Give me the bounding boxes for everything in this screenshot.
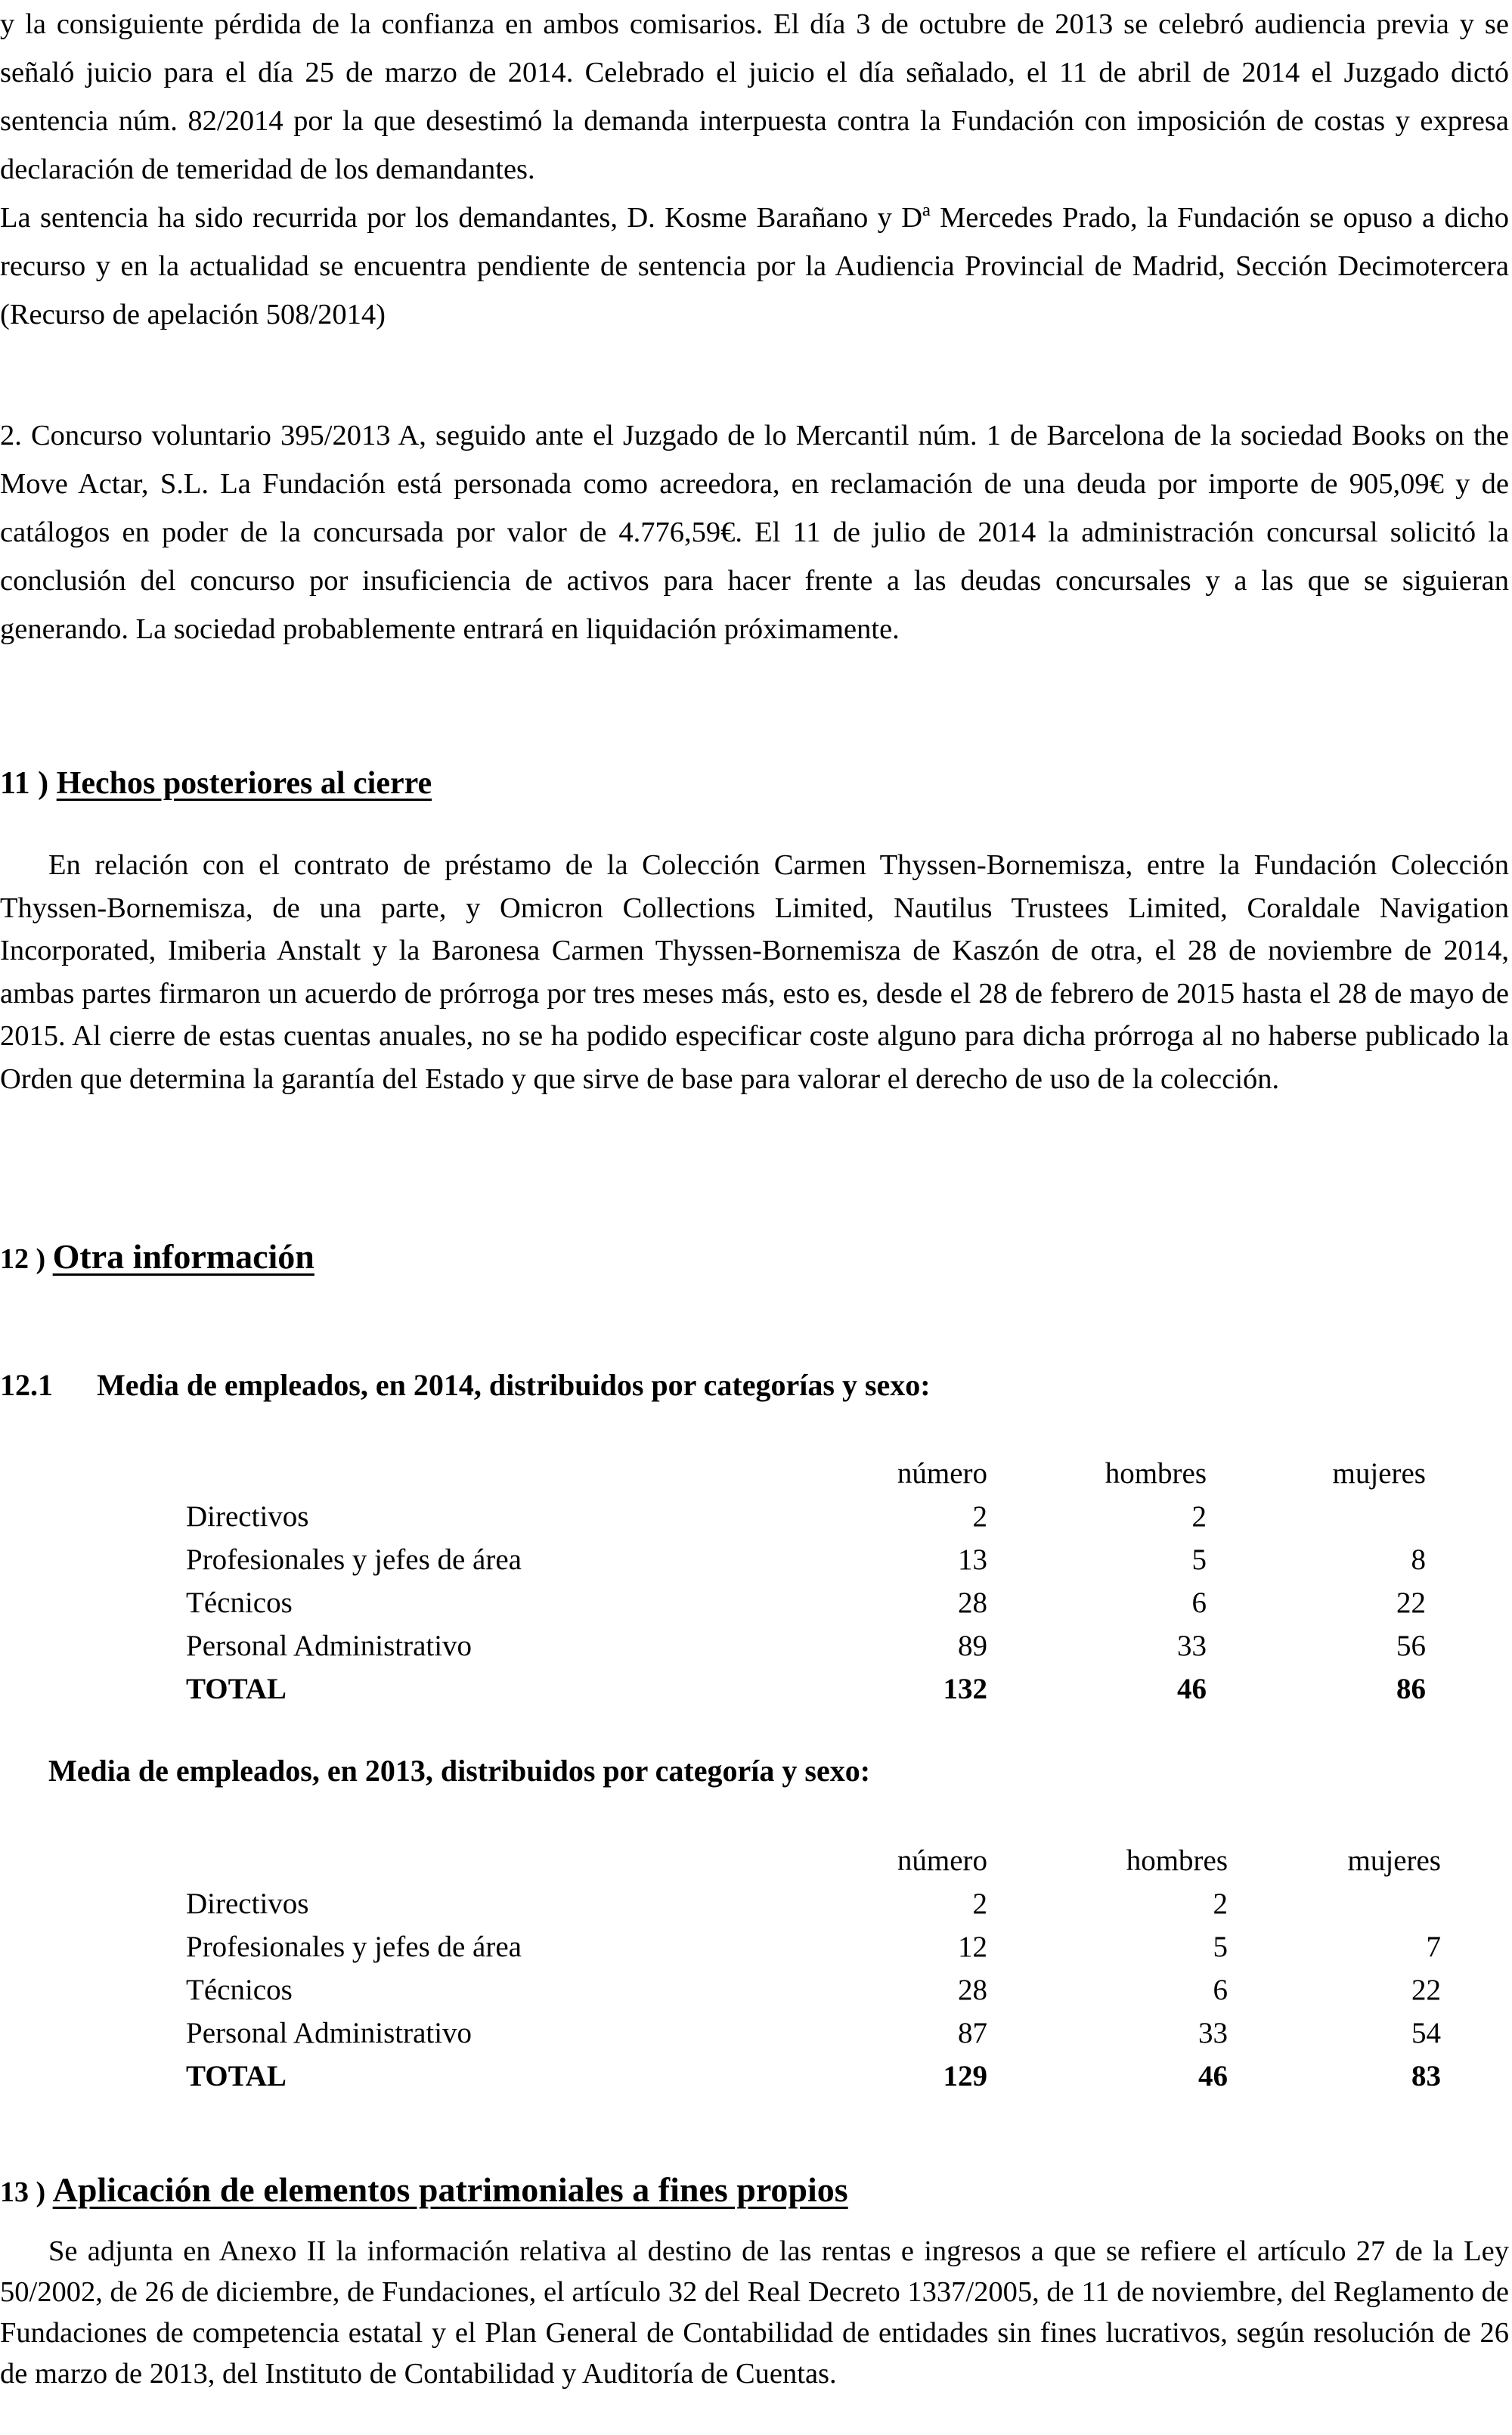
table-header-hombres: hombres [1126, 1844, 1228, 1877]
table-total-label: TOTAL [186, 1673, 287, 1705]
section-13-title: Aplicación de elementos patrimoniales a fines propios [52, 2170, 848, 2209]
table-cell-numero: 28 [958, 1974, 987, 2006]
table-cell-mujeres: 22 [1411, 1974, 1441, 2006]
table-row [186, 1538, 1426, 1581]
section-13-heading [0, 2167, 848, 2215]
section-11-body: En relación con el contrato de préstamo de la Colección Carmen Thyssen-Bornemisza, entre la Fundación Colección Thyssen-Bornemisza, de una parte, y Omicron Collections Limited, Nautilus Trustees Limited, Coraldale Navigation Incorporated, Imiberia Anstalt y la Baronesa Carmen Thyssen-Bornemisza de Kaszón de otra, el 28 de noviembre de 2014, ambas partes firmaron un acuerdo de prórroga por tres meses más, esto es, desde el 28 de febrero de 2015 hasta el 28 de mayo de 2015. Al cierre de estas cuentas anuales, no se ha podido especificar coste alguno para dicha prórroga al no haberse publicado la Orden que determina la garantía del Estado y que sirve de base para valorar el derecho de uso de la colección. [0, 849, 1509, 1095]
table-header-numero: número [897, 1457, 987, 1490]
table-total-label: TOTAL [186, 2060, 287, 2092]
section-12-number: 12 ) [0, 1243, 53, 1275]
paragraph-appeal: La sentencia ha sido recurrida por los demandantes, D. Kosme Barañano y Dª Mercedes Prado, la Fundación se opuso a dicho recurso y en la actualidad se encuentra pendiente de sentencia por la Audiencia Provincial de Madrid, Sección Decimotercera (Recurso de apelación 508/2014) [0, 202, 1509, 330]
table-cell-category: Profesionales y jefes de área [186, 1931, 522, 1963]
legal-proceedings-text [0, 0, 1509, 339]
table-cell-hombres: 33 [1177, 1630, 1207, 1662]
table-cell-hombres: 6 [1191, 1587, 1207, 1619]
table-cell-numero: 12 [958, 1931, 987, 1963]
section-13-number: 13 ) [0, 2176, 53, 2208]
section-12-title: Otra información [52, 1237, 314, 1276]
table-row [186, 1624, 1426, 1667]
employees-table-2013 [186, 1839, 1441, 2098]
table-cell-numero: 2 [972, 1500, 987, 1533]
table-row [186, 1968, 1441, 2012]
section-11-title: Hechos posteriores al cierre [56, 766, 432, 801]
table-total-numero: 132 [943, 1673, 987, 1705]
employees-table-2014 [186, 1452, 1426, 1711]
table-header-numero: número [897, 1844, 987, 1877]
subsection-12-1-heading [0, 1363, 931, 1408]
table-row [186, 1581, 1426, 1624]
table-cell-numero: 28 [958, 1587, 987, 1619]
table-cell-category: Profesionales y jefes de área [186, 1543, 522, 1576]
table-row [186, 2012, 1441, 2055]
section-11-number: 11 ) [0, 766, 57, 801]
table-cell-hombres: 2 [1213, 1888, 1228, 1920]
table-cell-numero: 89 [958, 1630, 987, 1662]
table-cell-category: Personal Administrativo [186, 1630, 472, 1662]
subsection-12-1-title: Media de empleados, en 2014, distribuidos por categorías y sexo: [97, 1368, 931, 1402]
paragraph-item-2: 2. Concurso voluntario 395/2013 A, seguido ante el Juzgado de lo Mercantil núm. 1 de Barcelona de la sociedad Books on the Move Actar, S.L. La Fundación está personada como acreedora, en reclamación de una deuda por importe de 905,09€ y de catálogos en poder de la concursada por valor de 4.776,59€. El 11 de julio de 2014 la administración concursal solicitó la conclusión del concurso por insuficiencia de activos para hacer frente a las deudas concursales y a las que se siguieran generando. La sociedad probablemente entrará en liquidación próximamente. [0, 420, 1509, 645]
table-header-row [186, 1452, 1426, 1495]
table-header-empty [186, 1839, 730, 1882]
table-total-mujeres: 86 [1396, 1673, 1426, 1705]
table-header-mujeres: mujeres [1347, 1844, 1441, 1877]
table-cell-mujeres [1207, 1495, 1426, 1538]
table-cell-numero: 87 [958, 2017, 987, 2049]
table-cell-category: Directivos [186, 1888, 309, 1920]
employees-2013-caption: Media de empleados, en 2013, distribuidos por categoría y sexo: [48, 1754, 871, 1788]
table-header-hombres: hombres [1105, 1457, 1207, 1490]
table-total-row [186, 1667, 1426, 1711]
table-cell-mujeres: 8 [1411, 1543, 1426, 1576]
subsection-12-1-number: 12.1 [0, 1368, 53, 1402]
table-row [186, 1495, 1426, 1538]
table-cell-category: Directivos [186, 1500, 309, 1533]
section-11-heading [0, 761, 432, 806]
table-header-row [186, 1839, 1441, 1882]
table-row [186, 1925, 1441, 1968]
table-cell-mujeres [1228, 1882, 1441, 1925]
table-row [186, 1882, 1441, 1925]
table-cell-numero: 13 [958, 1543, 987, 1576]
table-cell-category: Personal Administrativo [186, 2017, 472, 2049]
table-cell-hombres: 2 [1191, 1500, 1207, 1533]
table-total-hombres: 46 [1177, 1673, 1207, 1705]
section-12-heading [0, 1234, 314, 1282]
table-total-hombres: 46 [1198, 2060, 1228, 2092]
section-13-body: Se adjunta en Anexo II la información relativa al destino de las rentas e ingresos a que se refiere el artículo 27 de la Ley 50/2002, de 26 de diciembre, de Fundaciones, el artículo 32 del Real Decreto 1337/2005, de 11 de noviembre, del Reglamento de Fundaciones de competencia estatal y el Plan General de Contabilidad de entidades sin fines lucrativos, según resolución de 26 de marzo de 2013, del Instituto de Contabilidad y Auditoría de Cuentas. [0, 2235, 1509, 2390]
table-total-mujeres: 83 [1411, 2060, 1441, 2092]
paragraph-continuation: y la consiguiente pérdida de la confianza en ambos comisarios. El día 3 de octubre de 2013 se celebró audiencia previa y se señaló juicio para el día 25 de marzo de 2014. Celebrado el juicio el día señalado, el 11 de abril de 2014 el Juzgado dictó sentencia núm. 82/2014 por la que desestimó la demanda interpuesta contra la Fundación con imposición de costas y expresa declaración de temeridad de los demandantes. [0, 8, 1509, 185]
table-cell-mujeres: 22 [1396, 1587, 1426, 1619]
table-cell-hombres: 33 [1198, 2017, 1228, 2049]
table-total-numero: 129 [943, 2060, 987, 2092]
table-cell-category: Técnicos [186, 1587, 293, 1619]
table-cell-hombres: 6 [1213, 1974, 1228, 2006]
table-cell-mujeres: 54 [1411, 2017, 1441, 2049]
table-total-row [186, 2055, 1441, 2098]
table-header-empty [186, 1452, 730, 1495]
table-cell-category: Técnicos [186, 1974, 293, 2006]
table-cell-hombres: 5 [1213, 1931, 1228, 1963]
table-cell-mujeres: 7 [1426, 1931, 1441, 1963]
table-cell-hombres: 5 [1191, 1543, 1207, 1576]
table-cell-mujeres: 56 [1396, 1630, 1426, 1662]
table-cell-numero: 2 [972, 1888, 987, 1920]
table-header-mujeres: mujeres [1332, 1457, 1426, 1490]
